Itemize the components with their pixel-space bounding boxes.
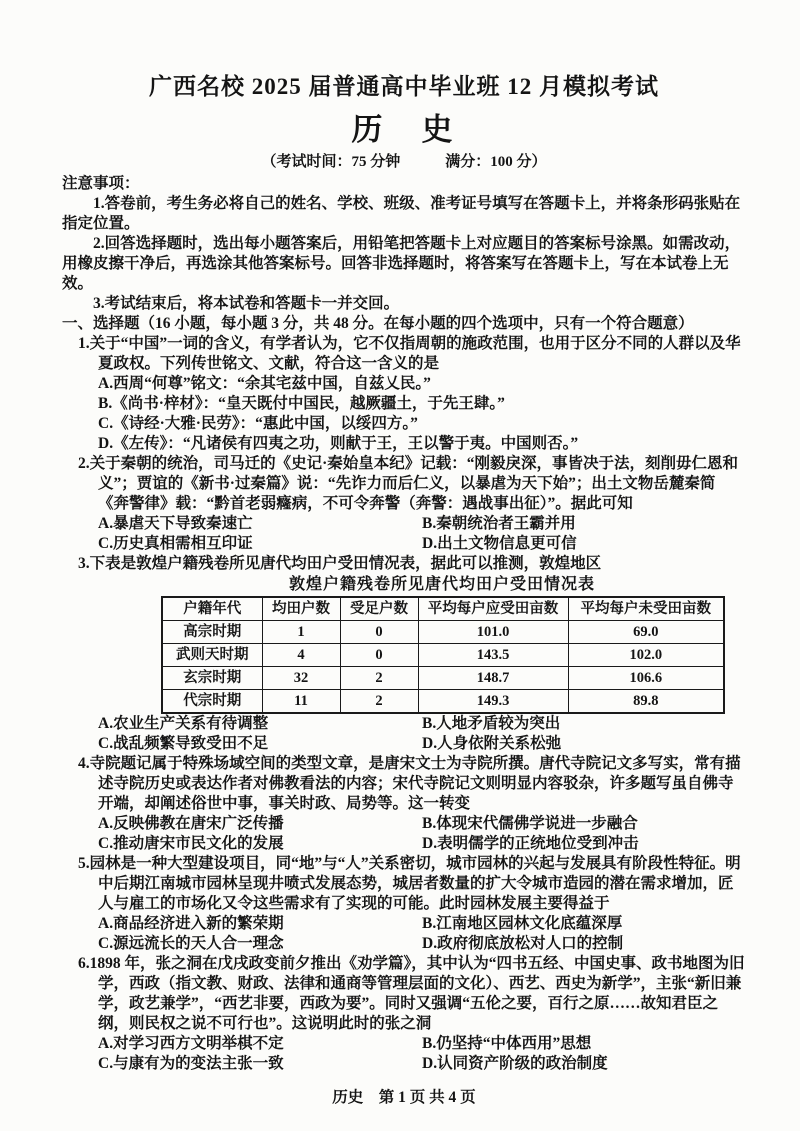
question-4-option-c: C.推动唐宋市民文化的发展	[98, 835, 284, 852]
cell: 0	[340, 621, 418, 644]
question-3-option-a: A.农业生产关系有待调整	[98, 715, 269, 732]
cell: 32	[262, 667, 340, 690]
question-5-stem	[78, 854, 746, 914]
question-6-number: 6.	[78, 955, 90, 972]
notice-item-3: 3.考试结束后，将本试卷和答题卡一并交回。	[93, 295, 400, 312]
cell: 高宗时期	[162, 621, 262, 644]
question-2-option-b: B.秦朝统治者王霸并用	[422, 515, 576, 532]
cell: 143.5	[418, 644, 568, 667]
dunhuang-table-block	[161, 574, 723, 714]
col-avg-due-mu: 平均每户应受田亩数	[418, 597, 568, 621]
question-2-text: 关于秦朝的统治，司马迁的《史记·秦始皇本纪》记载：“刚毅戾深，事皆决于法，刻削毋仁恩和义”；贾谊的《新书·过秦篇》说：“先诈力而后仁义，以暴虐为天下始”；出土文物岳麓秦简《奔警律》载：“黔首老弱癃病，不可令奔警（奔警：遇战事出征）”。据此可知	[89, 455, 739, 512]
question-5-option-b: B.江南地区园林文化底蕴深厚	[422, 915, 623, 932]
cell: 武则天时期	[162, 644, 262, 667]
table-row-gaozong	[162, 621, 724, 644]
dunhuang-table	[161, 596, 725, 714]
question-5-text: 园林是一种大型建设项目，同“地”与“人”关系密切，城市园林的兴起与发展具有阶段性特征。明中后期江南城市园林呈现井喷式发展态势，城居者数量的扩大令城市造园的潜在需求增加，匠人与雇工的市场化又令这些需求有了实现的可能。此时园林发展主要得益于	[89, 855, 741, 912]
cell: 106.6	[568, 667, 724, 690]
question-6-option-c: C.与康有为的变法主张一致	[98, 1055, 284, 1072]
question-2-stem	[78, 454, 746, 514]
question-5-option-d: D.政府彻底放松对人口的控制	[422, 935, 624, 952]
question-5-number: 5.	[78, 855, 90, 872]
cell: 2	[340, 690, 418, 714]
question-3-option-c: C.战乱频繁导致受田不足	[98, 735, 269, 752]
col-juntian-households: 均田户数	[262, 597, 340, 621]
question-1-stem	[78, 334, 746, 374]
cell: 0	[340, 644, 418, 667]
cell: 148.7	[418, 667, 568, 690]
cell: 89.8	[568, 690, 724, 714]
question-4	[62, 754, 746, 854]
question-1-text: 关于“中国”一词的含义，有学者认为，它不仅指周朝的施政范围，也用于区分不同的人群以及华夏政权。下列传世铭文、文献，符合这一含义的是	[89, 335, 741, 372]
question-6-stem	[78, 954, 746, 1034]
question-3-option-d: D.人身依附关系松弛	[422, 735, 562, 752]
table-row-daizong	[162, 690, 724, 714]
col-avg-ungranted-mu: 平均每户未受田亩数	[568, 597, 724, 621]
table-row-xuanzong	[162, 667, 724, 690]
question-4-option-a: A.反映佛教在唐宋广泛传播	[98, 815, 284, 832]
dunhuang-table-caption: 敦煌户籍残卷所见唐代均田户受田情况表	[288, 576, 595, 593]
question-4-text: 寺院题记属于特殊场域空间的类型文章，是唐宋文士为寺院所撰。唐代寺院记文多写实，常有描述寺院历史或表达作者对佛教看法的内容；宋代寺院记文则明显内容驳杂，许多题写虽自佛寺开端，却阐述俗世中事，事关时政、局势等。这一转变	[89, 755, 741, 812]
question-6	[62, 954, 746, 1074]
question-4-option-b: B.体现宋代儒佛学说进一步融合	[422, 815, 638, 832]
table-header-row	[162, 597, 724, 621]
cell: 1	[262, 621, 340, 644]
cell: 4	[262, 644, 340, 667]
col-household-era: 户籍年代	[162, 597, 262, 621]
question-3-option-b: B.人地矛盾较为突出	[422, 715, 561, 732]
question-3-options	[78, 714, 746, 754]
question-2-options	[78, 514, 746, 554]
question-6-text: 1898 年，张之洞在戊戌政变前夕推出《劝学篇》，其中认为“四书五经、中国史事、政书地图为旧学，西政（指文教、财政、法律和通商等管理层面的文化）、西艺、西史为新学”，主张“新旧兼学，政艺兼学”，“西艺非要，西政为要”。同时又强调“五伦之要，百行之原……故知君臣之纲，则民权之说不可行也”。这说明此时的张之洞	[89, 955, 745, 1032]
question-4-stem	[78, 754, 746, 814]
question-5-option-c: C.源远流长的天人合一理念	[98, 935, 284, 952]
exam-title: 广西名校 2025 届普通高中毕业班 12 月模拟考试	[149, 74, 659, 99]
notice-item-1: 1.答卷前，考生务必将自己的姓名、学校、班级、准考证号填写在答题卡上，并将条形码张贴在指定位置。	[62, 195, 741, 232]
question-2-option-d: D.出土文物信息更可信	[422, 535, 577, 552]
question-2-option-c: C.历史真相需相互印证	[98, 535, 253, 552]
question-5-option-a: A.商品经济进入新的繁荣期	[98, 915, 284, 932]
page-footer: 历史 第 1 页 共 4 页	[332, 1089, 476, 1106]
cell: 玄宗时期	[162, 667, 262, 690]
cell: 代宗时期	[162, 690, 262, 714]
question-4-number: 4.	[78, 755, 90, 772]
question-1-number: 1.	[78, 335, 90, 352]
cell: 11	[262, 690, 340, 714]
question-1-options	[78, 374, 746, 454]
question-6-option-d: D.认同资产阶级的政治制度	[422, 1055, 608, 1072]
question-2-number: 2.	[78, 455, 90, 472]
question-4-option-d: D.表明儒学的正统地位受到冲击	[422, 835, 639, 852]
col-fully-granted: 受足户数	[340, 597, 418, 621]
notice-item-2: 2.回答选择题时，选出每小题答案后，用铅笔把答题卡上对应题目的答案标号涂黑。如需改动，用橡皮擦干净后，再选涂其他答案标号。回答非选择题时，将答案写在答题卡上，写在本试卷上无效。	[62, 235, 741, 292]
question-3-text: 下表是敦煌户籍残卷所见唐代均田户受田情况表，据此可以推测，敦煌地区	[89, 555, 602, 572]
table-row-wuzetian	[162, 644, 724, 667]
notice-heading: 注意事项：	[62, 175, 140, 192]
question-3-stem	[78, 554, 746, 574]
section-heading: 一、选择题（16 小题，每小题 3 分，共 48 分。在每小题的四个选项中，只有一个符合题意）	[62, 315, 694, 332]
question-6-option-b: B.仍坚持“中体西用”思想	[422, 1035, 592, 1052]
subam-subject-title: 历 史	[351, 112, 457, 147]
question-5	[62, 854, 746, 954]
question-1	[62, 334, 746, 454]
exam-info: （考试时间：75 分钟 满分：100 分）	[261, 154, 547, 170]
cell: 2	[340, 667, 418, 690]
question-6-option-a: A.对学习西方文明举棋不定	[98, 1035, 284, 1052]
cell: 101.0	[418, 621, 568, 644]
question-1-option-b: B.《尚书·梓材》：“皇天既付中国民，越厥疆土，于先王肆。”	[98, 395, 505, 412]
question-1-option-a: A.西周“何尊”铭文：“余其宅兹中国，自兹乂民。”	[98, 375, 431, 392]
question-1-option-c: C.《诗经·大雅·民劳》：“惠此中国，以绥四方。”	[98, 415, 418, 432]
cell: 149.3	[418, 690, 568, 714]
cell: 102.0	[568, 644, 724, 667]
question-1-option-d: D.《左传》：“凡诸侯有四夷之功，则献于王，王以警于夷。中国则否。”	[98, 435, 579, 452]
question-3-number: 3.	[78, 555, 90, 572]
question-2-option-a: A.暴虐天下导致秦速亡	[98, 515, 253, 532]
question-2	[62, 454, 746, 554]
question-4-options	[78, 814, 746, 854]
question-6-options	[78, 1034, 746, 1074]
question-3	[62, 554, 746, 754]
cell: 69.0	[568, 621, 724, 644]
question-5-options	[78, 914, 746, 954]
